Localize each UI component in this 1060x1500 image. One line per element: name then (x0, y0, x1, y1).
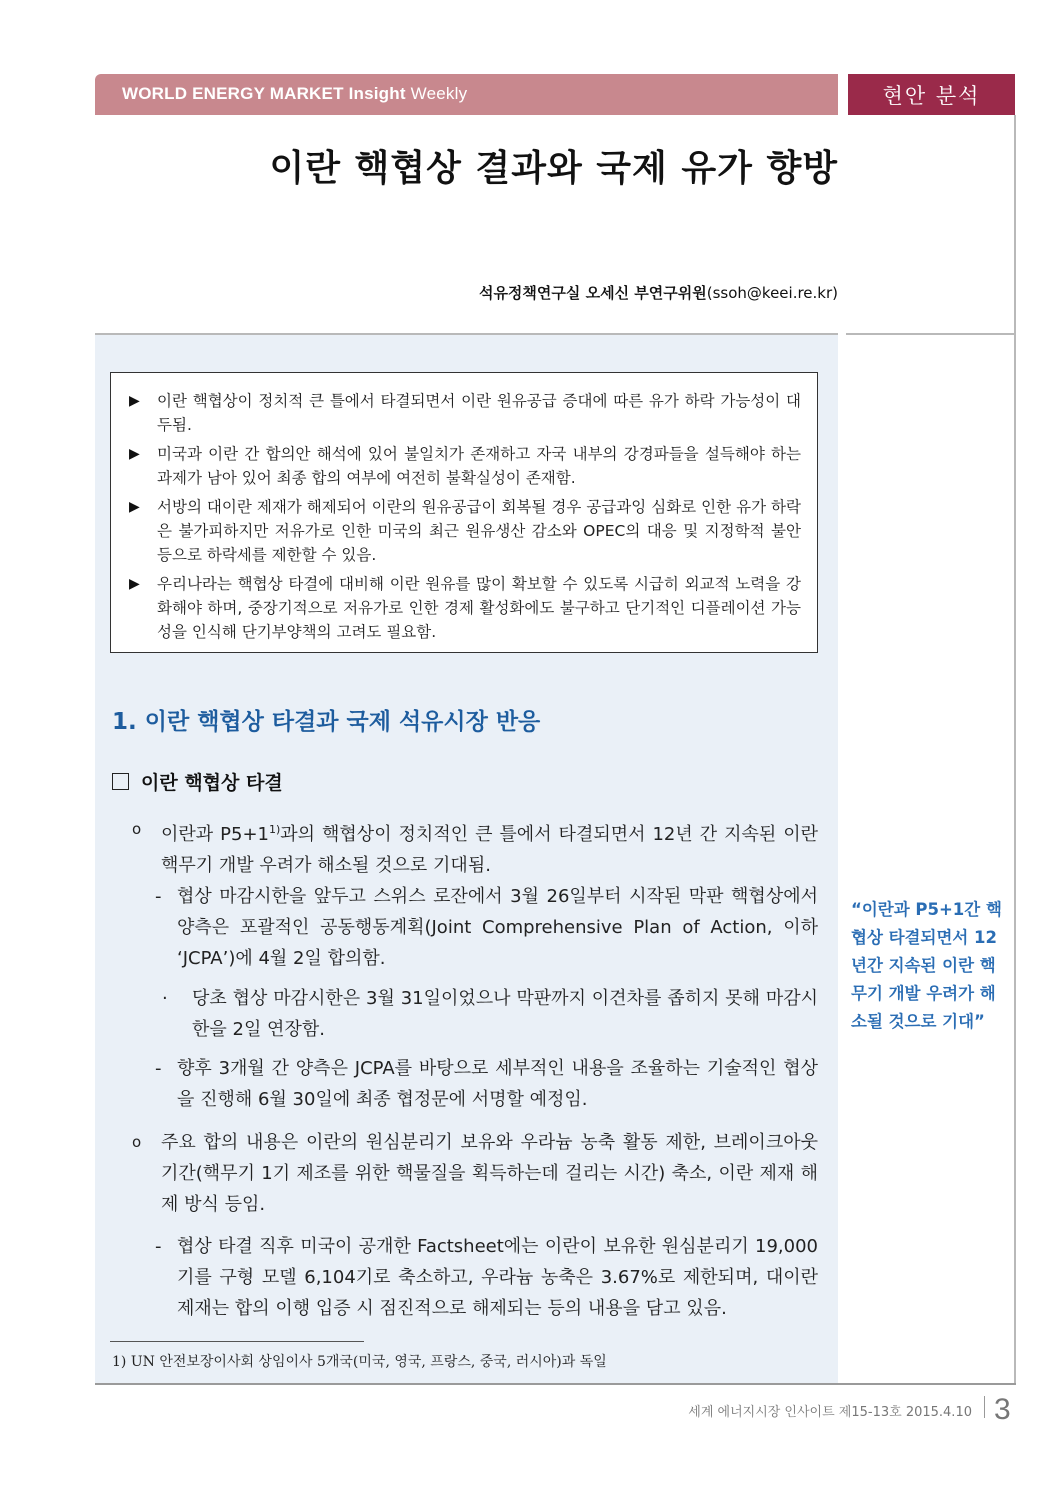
magazine-title: WORLD ENERGY MARKET Insight Weekly (122, 84, 468, 103)
triangle-bullet-icon: ▶ (129, 499, 140, 515)
summary-item: ▶ 서방의 대이란 제재가 해제되어 이란의 원유공급이 회복될 경우 공급과잉 심화로 인한 유가 하락은 불가피하지만 저유가로 인한 미국의 최근 원유생산 감소와 OPEC의 대응 및 지정학적 불안 등으로 하락세를 제한할 수 있음. (129, 495, 801, 567)
summary-item: ▶ 미국과 이란 간 합의안 해석에 있어 불일치가 존재하고 자국 내부의 강경파들을 설득해야 하는 과제가 남아 있어 최종 합의 여부에 여전히 불확실성이 존재함. (129, 442, 801, 490)
footnote-rule (110, 1341, 364, 1342)
right-rule (1014, 115, 1016, 1385)
dash-bullet: - (155, 886, 162, 907)
magazine-weekly: Weekly (410, 84, 468, 103)
circle-bullet-icon: ο (132, 1133, 142, 1151)
bottom-rule (95, 1383, 1016, 1385)
body-detail: · 당초 협상 마감시한은 3월 31일이었으나 막판까지 이견차를 좁히지 못해 마감시한을 2일 연장함. (160, 983, 818, 1045)
summary-box (110, 372, 818, 653)
body-paragraph: ο 이란과 $P5+1^{1)}$과의 핵협상이 정치적인 큰 틀에서 타결되면서 12년 간 지속된 이란 핵무기 개발 우려가 해소될 것으로 기대됨. (130, 814, 818, 881)
summary-item: ▶ 우리나라는 핵협상 타결에 대비해 이란 원유를 많이 확보할 수 있도록 시급히 외교적 노력을 강화해야 하며, 중장기적으로 저유가로 인한 경제 활성화에도 불구하고 단기적인 디플레이션 가능성을 인식해 단기부양책의 고려도 필요함. (129, 572, 801, 644)
footnote: 1) UN 안전보장이사회 상임이사 5개국(미국, 영국, 프랑스, 중국, 러시아)과 독일 (112, 1354, 607, 1370)
triangle-bullet-icon: ▶ (129, 446, 140, 462)
body-subparagraph: - 협상 마감시한을 앞두고 스위스 로잔에서 3월 26일부터 시작된 막판 핵협상에서 양측은 포괄적인 공동행동계획(Joint Comprehensive Plan of Action, 이하 ‘JCPA’)에 4월 2일 합의함. (155, 881, 818, 974)
body-subparagraph: - 향후 3개월 간 양측은 JCPA를 바탕으로 세부적인 내용을 조율하는 기술적인 협상을 진행해 6월 30일에 최종 협정문에 서명할 예정임. (155, 1053, 818, 1115)
triangle-bullet-icon: ▶ (129, 393, 140, 409)
checkbox-square-icon (112, 773, 129, 790)
triangle-bullet-icon: ▶ (129, 576, 140, 592)
author-name: 석유정책연구실 오세신 부연구위원 (478, 284, 707, 302)
footnote-ref[interactable]: 1) (268, 823, 281, 836)
footer-divider (984, 1396, 985, 1418)
section-heading: 1. 이란 핵협상 타결과 국제 석유시장 반응 (112, 709, 541, 735)
summary-item: ▶ 이란 핵협상이 정치적 큰 틀에서 타결되면서 이란 원유공급 증대에 따른 유가 하락 가능성이 대두됨. (129, 389, 801, 437)
body-subparagraph: - 협상 타결 직후 미국이 공개한 Factsheet에는 이란이 보유한 원심분리기 19,000기를 구형 모델 6,104기로 축소하고, 우라늄 농축은 3.67%로 제한되며, 대이란 제재는 합의 이행 입증 시 점진적으로 해제되는 등의 내용을 담고 있음. (155, 1231, 818, 1324)
sidebar-separator (846, 333, 1016, 335)
dash-bullet: - (155, 1236, 162, 1257)
page-number: 3 (994, 1393, 1011, 1426)
dash-bullet: - (155, 1058, 162, 1079)
subsection-heading: 이란 핵협상 타결 (112, 768, 283, 795)
dot-bullet: · (162, 988, 168, 1009)
pull-quote: “이란과 P5+1간 핵협상 타결되면서 12년간 지속된 이란 핵무기 개발 우려가 해소될 것으로 기대” (851, 900, 1002, 1031)
publication-info: 세계 에너지시장 인사이트 제15-13호 2015.4.10 (688, 1405, 972, 1420)
section-tab: 현안 분석 (848, 74, 1015, 115)
circle-bullet-icon: ο (132, 820, 142, 838)
body-paragraph: ο 주요 합의 내용은 이란의 원심분리기 보유와 우라늄 농축 활동 제한, 브레이크아웃 기간(핵무기 1기 제조를 위한 핵물질을 획득하는데 걸리는 시간) 축소, 이란 제재 해제 방식 등임. (130, 1127, 818, 1220)
article-title: 이란 핵협상 결과와 국제 유가 향방 (269, 148, 838, 189)
author-line (95, 282, 838, 303)
author-email: (ssoh@keei.re.kr) (706, 284, 838, 302)
